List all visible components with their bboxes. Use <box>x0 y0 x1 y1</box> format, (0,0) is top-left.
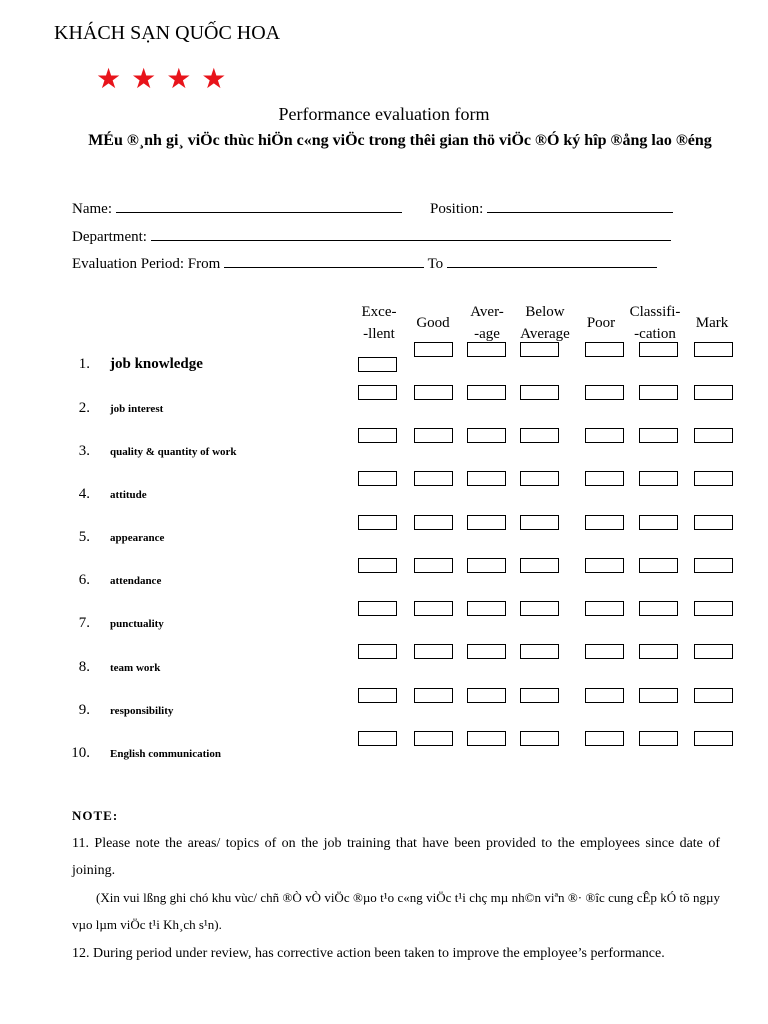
rating-box[interactable] <box>414 515 453 530</box>
hotel-name: KHÁCH SẠN QUỐC HOA <box>54 22 281 44</box>
rating-box[interactable] <box>358 428 397 443</box>
criterion-label: responsibility <box>110 705 174 717</box>
rating-box[interactable] <box>694 688 733 703</box>
rating-box[interactable] <box>520 471 559 486</box>
note-title: NOTE: <box>72 808 119 823</box>
rating-box[interactable] <box>358 471 397 486</box>
rating-box[interactable] <box>585 731 624 746</box>
criterion-number: 2. <box>78 400 90 416</box>
rating-box[interactable] <box>694 644 733 659</box>
criterion-label: punctuality <box>110 618 164 630</box>
rating-box[interactable] <box>585 688 624 703</box>
criterion-number: 4. <box>78 486 90 502</box>
rating-box[interactable] <box>358 731 397 746</box>
rating-box[interactable] <box>694 731 733 746</box>
rating-box[interactable] <box>358 357 397 372</box>
rating-box[interactable] <box>585 644 624 659</box>
rating-box[interactable] <box>694 428 733 443</box>
rating-box[interactable] <box>639 428 678 443</box>
criterion-number: 7. <box>78 615 90 631</box>
rating-box[interactable] <box>467 428 506 443</box>
name-label: Name: <box>72 201 112 217</box>
criterion-label: quality & quantity of work <box>110 446 237 458</box>
criterion-number: 10. <box>71 745 90 761</box>
col-average: Aver- -age <box>470 304 504 342</box>
rating-box[interactable] <box>414 688 453 703</box>
star-rating-icon: ★★★★ <box>96 64 237 95</box>
rating-box[interactable] <box>585 558 624 573</box>
period-to-blank[interactable] <box>447 253 657 268</box>
rating-box[interactable] <box>520 342 559 357</box>
rating-box[interactable] <box>467 471 506 486</box>
note-item-12: 12. During period under review, has corrective action been taken to improve the employee’s performance. <box>72 946 665 961</box>
criterion-label: job interest <box>110 403 164 415</box>
rating-box[interactable] <box>414 601 453 616</box>
rating-box[interactable] <box>639 601 678 616</box>
criterion-number: 3. <box>78 443 90 459</box>
rating-box[interactable] <box>639 688 678 703</box>
rating-box[interactable] <box>467 688 506 703</box>
rating-box[interactable] <box>639 731 678 746</box>
rating-box[interactable] <box>639 558 678 573</box>
rating-box[interactable] <box>585 342 624 357</box>
period-from-label: Evaluation Period: From <box>72 256 221 272</box>
rating-box[interactable] <box>694 342 733 357</box>
rating-box[interactable] <box>414 428 453 443</box>
col-below-average: Below Average <box>520 304 570 342</box>
rating-box[interactable] <box>358 385 397 400</box>
col-mark: Mark <box>695 315 729 331</box>
criterion-number: 6. <box>78 572 90 588</box>
note-item-11-vn: (Xin vui lßng ghi chó khu vùc/ chñ ®Ò vÒ viÖc ®µo t¹o c«ng viÖc t¹i chç mµ nh©n viªn ®· ®îc cung cÊp kÓ tõ ngµy vµo lµm viÖc t¹i Kh¸ch s¹n). <box>72 890 720 932</box>
rating-box[interactable] <box>694 601 733 616</box>
col-good: Good <box>416 315 450 331</box>
criterion-label: appearance <box>110 532 165 544</box>
criterion-label: team work <box>110 662 161 674</box>
rating-box[interactable] <box>414 471 453 486</box>
rating-box[interactable] <box>414 731 453 746</box>
rating-box[interactable] <box>639 471 678 486</box>
rating-box[interactable] <box>467 515 506 530</box>
criterion-label: English communication <box>110 748 221 760</box>
rating-box[interactable] <box>358 601 397 616</box>
rating-box[interactable] <box>358 644 397 659</box>
rating-box[interactable] <box>585 471 624 486</box>
department-blank[interactable] <box>151 226 671 241</box>
rating-box[interactable] <box>467 558 506 573</box>
col-excellent: Exce- -llent <box>361 304 397 342</box>
rating-box[interactable] <box>694 385 733 400</box>
rating-box[interactable] <box>585 601 624 616</box>
name-field[interactable] <box>72 198 402 218</box>
rating-box[interactable] <box>358 515 397 530</box>
position-field[interactable] <box>430 198 673 218</box>
criterion-number: 1. <box>78 356 90 372</box>
rating-box[interactable] <box>639 342 678 357</box>
rating-box[interactable] <box>694 515 733 530</box>
rating-box[interactable] <box>520 688 559 703</box>
rating-box[interactable] <box>467 644 506 659</box>
criterion-label: job knowledge <box>110 356 203 372</box>
col-classification: Classifi- -cation <box>629 304 681 342</box>
criterion-label: attitude <box>110 489 147 501</box>
rating-box[interactable] <box>520 558 559 573</box>
department-field[interactable] <box>72 226 671 246</box>
department-label: Department: <box>72 229 147 245</box>
criterion-label: attendance <box>110 575 162 587</box>
rating-box[interactable] <box>520 428 559 443</box>
rating-box[interactable] <box>358 688 397 703</box>
rating-box[interactable] <box>467 385 506 400</box>
rating-box[interactable] <box>414 385 453 400</box>
position-blank[interactable] <box>487 198 673 213</box>
rating-box[interactable] <box>639 644 678 659</box>
period-to-label: To <box>427 256 444 272</box>
rating-box[interactable] <box>694 471 733 486</box>
criterion-number: 5. <box>78 529 90 545</box>
rating-box[interactable] <box>585 515 624 530</box>
rating-box[interactable] <box>585 428 624 443</box>
rating-box[interactable] <box>467 731 506 746</box>
rating-box[interactable] <box>467 601 506 616</box>
form-subtitle: MÉu ®¸nh gi¸ viÖc thùc hiÖn c«ng viÖc trong thêi gian thö viÖc ®Ó ký hîp ®ång lao ®éng <box>88 132 712 149</box>
rating-box[interactable] <box>358 558 397 573</box>
rating-box[interactable] <box>414 342 453 357</box>
rating-box[interactable] <box>639 385 678 400</box>
evaluation-period-field[interactable] <box>72 253 657 273</box>
criterion-number: 8. <box>78 659 90 675</box>
position-label: Position: <box>430 201 484 217</box>
rating-box[interactable] <box>414 644 453 659</box>
col-poor: Poor <box>586 315 616 331</box>
rating-box[interactable] <box>520 731 559 746</box>
note-item-11: 11. Please note the areas/ topics of on the job training that have been provided to the employees since date of joining. <box>72 836 720 878</box>
period-from-blank[interactable] <box>224 253 424 268</box>
rating-box[interactable] <box>520 515 559 530</box>
rating-box[interactable] <box>520 385 559 400</box>
name-blank[interactable] <box>116 198 402 213</box>
rating-box[interactable] <box>585 385 624 400</box>
rating-box[interactable] <box>414 558 453 573</box>
form-title: Performance evaluation form <box>278 104 490 124</box>
criterion-number: 9. <box>78 702 90 718</box>
rating-box[interactable] <box>520 601 559 616</box>
rating-box[interactable] <box>694 558 733 573</box>
rating-box[interactable] <box>639 515 678 530</box>
rating-box[interactable] <box>467 342 506 357</box>
rating-box[interactable] <box>520 644 559 659</box>
